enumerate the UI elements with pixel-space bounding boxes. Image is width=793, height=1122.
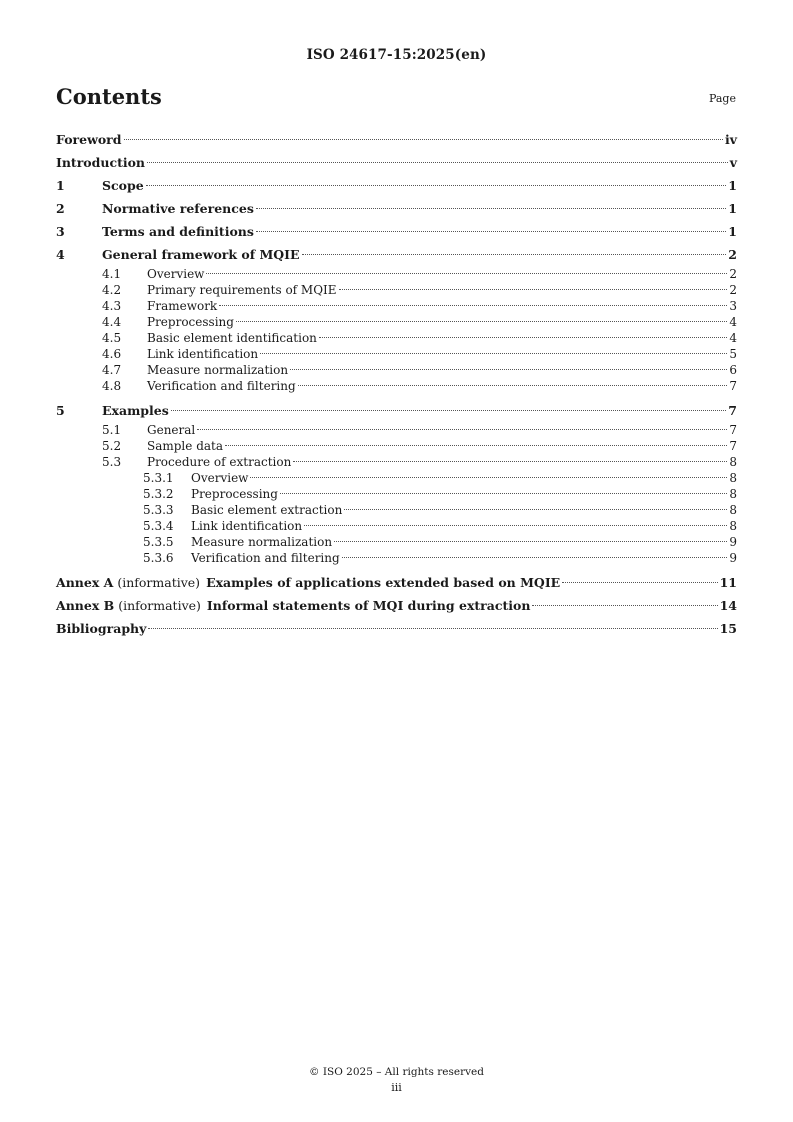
toc-entry-general-framework[interactable] <box>56 243 737 266</box>
toc-entry-page: 8 <box>729 455 737 469</box>
toc-entry-introduction[interactable] <box>56 151 737 174</box>
toc-entry-page: 3 <box>729 299 737 313</box>
dot-leader <box>319 337 727 338</box>
toc-entry-number: 4.6 <box>102 347 122 361</box>
toc-entry-number: 4.7 <box>102 363 122 377</box>
dot-leader <box>290 369 727 370</box>
table-of-contents <box>56 128 737 640</box>
toc-entry-title[interactable]: Link identification <box>191 519 303 533</box>
toc-entry-4-2[interactable] <box>56 282 737 298</box>
toc-entry-5-3-1[interactable] <box>56 470 737 486</box>
annex-label: Annex A <box>56 575 114 590</box>
toc-entry-number: 5.3.2 <box>143 487 174 501</box>
toc-entry-5-3-6[interactable] <box>56 550 737 566</box>
page-number: iii <box>391 1081 402 1094</box>
dot-leader <box>256 231 726 232</box>
toc-entry-number: 3 <box>56 224 65 239</box>
toc-entry-title[interactable]: Preprocessing <box>191 487 278 501</box>
toc-entry-page: 11 <box>719 575 737 590</box>
dot-leader <box>342 557 728 558</box>
dot-leader <box>219 305 727 306</box>
toc-entry-number: 1 <box>56 178 65 193</box>
toc-entry-page: 1 <box>728 178 737 193</box>
toc-entry-page: 8 <box>729 487 737 501</box>
toc-entry-number: 4.3 <box>102 299 122 313</box>
dot-leader <box>260 353 727 354</box>
toc-entry-page: 6 <box>729 363 737 377</box>
toc-entry-4-6[interactable] <box>56 346 737 362</box>
page-footer <box>0 1066 793 1094</box>
dot-leader <box>225 445 727 446</box>
toc-entry-page: 1 <box>728 201 737 216</box>
dot-leader <box>302 254 727 255</box>
toc-entry-title[interactable]: Terms and definitions <box>102 224 254 239</box>
dot-leader <box>334 541 727 542</box>
annex-informative-note: (informative) <box>118 598 201 613</box>
dot-leader <box>339 289 728 290</box>
toc-entry-title[interactable]: Overview <box>147 267 205 281</box>
contents-title: Contents <box>56 84 162 109</box>
dot-leader <box>304 525 727 526</box>
toc-entry-number: 4.8 <box>102 379 122 393</box>
toc-entry-4-3[interactable] <box>56 298 737 314</box>
toc-entry-title[interactable]: Measure normalization <box>191 535 333 549</box>
toc-entry-title[interactable]: Overview <box>191 471 249 485</box>
toc-entry-number: 5.1 <box>102 423 122 437</box>
toc-entry-5-1[interactable] <box>56 422 737 438</box>
toc-entry-title[interactable]: Basic element extraction <box>191 503 343 517</box>
toc-entry-annex-b[interactable] <box>56 594 737 617</box>
toc-entry-number: 5.2 <box>102 439 122 453</box>
toc-entry-title[interactable]: Basic element identification <box>147 331 317 345</box>
toc-entry-title[interactable]: Measure normalization <box>147 363 289 377</box>
toc-entry-page: v <box>729 155 737 170</box>
toc-entry-number: 5.3 <box>102 455 122 469</box>
toc-entry-terms-and-definitions[interactable] <box>56 220 737 243</box>
toc-entry-page: 1 <box>728 224 737 239</box>
toc-entry-number: 5 <box>56 403 65 418</box>
toc-entry-title[interactable]: Bibliography <box>56 621 147 636</box>
dot-leader <box>256 208 726 209</box>
dot-leader <box>206 273 727 274</box>
toc-entry-4-5[interactable] <box>56 330 737 346</box>
toc-entry-number: 5.3.5 <box>143 535 174 549</box>
toc-entry-scope[interactable] <box>56 174 737 197</box>
page-column-label: Page <box>708 92 736 105</box>
toc-entry-title[interactable]: General <box>147 423 196 437</box>
dot-leader <box>147 162 728 163</box>
dot-leader <box>146 185 727 186</box>
dot-leader <box>532 605 717 606</box>
toc-entry-page: 7 <box>729 423 737 437</box>
toc-entry-number: 5.3.3 <box>143 503 174 517</box>
toc-entry-title[interactable]: Link identification <box>147 347 259 361</box>
toc-entry-foreword[interactable] <box>56 128 737 151</box>
annex-informative-note: (informative) <box>117 575 201 590</box>
toc-entry-annex-a[interactable] <box>56 571 737 594</box>
toc-entry-5-3-4[interactable] <box>56 518 737 534</box>
toc-entry-page: 4 <box>729 331 737 345</box>
dot-leader <box>293 461 727 462</box>
toc-entry-title[interactable]: Framework <box>147 299 218 313</box>
dot-leader <box>171 410 727 411</box>
toc-entry-title[interactable]: Examples <box>102 403 169 418</box>
toc-entry-title[interactable]: Verification and filtering <box>147 379 296 393</box>
toc-entry-5-3-2[interactable] <box>56 486 737 502</box>
document-header: ISO 24617-15:2025(en) <box>306 47 487 63</box>
toc-entry-4-4[interactable] <box>56 314 737 330</box>
toc-entry-title[interactable]: Procedure of extraction <box>147 455 292 469</box>
toc-entry-number: 5.3.1 <box>143 471 174 485</box>
toc-entry-number: 5.3.4 <box>143 519 174 533</box>
toc-entry-page: 8 <box>729 503 737 517</box>
toc-entry-page: 2 <box>729 283 737 297</box>
toc-entry-title[interactable]: Scope <box>102 178 144 193</box>
toc-entry-number: 4.2 <box>102 283 122 297</box>
annex-label: Annex B <box>56 598 115 613</box>
toc-entry-4-7[interactable] <box>56 362 737 378</box>
dot-leader <box>250 477 727 478</box>
toc-entry-page: 7 <box>728 403 737 418</box>
toc-entry-title[interactable]: Preprocessing <box>147 315 234 329</box>
toc-entry-title[interactable]: Sample data <box>147 439 224 453</box>
toc-entry-number: 5.3.6 <box>143 551 174 565</box>
toc-entry-page: 2 <box>728 247 737 262</box>
toc-entry-page: 8 <box>729 519 737 533</box>
toc-entry-title[interactable]: Introduction <box>56 155 146 170</box>
toc-entry-title[interactable]: Foreword <box>56 132 122 147</box>
toc-entry-examples[interactable] <box>56 399 737 422</box>
toc-entry-title[interactable]: Normative references <box>102 201 254 216</box>
copyright-notice: © ISO 2025 – All rights reserved <box>309 1066 484 1078</box>
toc-entry-4-8[interactable] <box>56 378 737 394</box>
toc-entry-number: 2 <box>56 201 65 216</box>
toc-entry-page: 4 <box>729 315 737 329</box>
toc-entry-page: iv <box>724 132 737 147</box>
dot-leader <box>236 321 727 322</box>
toc-entry-5-3-3[interactable] <box>56 502 737 518</box>
toc-entry-bibliography[interactable] <box>56 617 737 640</box>
toc-entry-page: 8 <box>729 471 737 485</box>
toc-entry-title[interactable]: Examples of applications extended based on MQIE <box>206 575 561 590</box>
toc-entry-page: 7 <box>729 379 737 393</box>
toc-entry-page: 7 <box>729 439 737 453</box>
toc-entry-page: 9 <box>729 535 737 549</box>
toc-entry-number: 4.4 <box>102 315 122 329</box>
dot-leader <box>197 429 727 430</box>
toc-entry-5-3-5[interactable] <box>56 534 737 550</box>
toc-entry-title[interactable]: Primary requirements of MQIE <box>147 283 337 297</box>
toc-entry-number: 4.5 <box>102 331 122 345</box>
toc-entry-number: 4.1 <box>102 267 122 281</box>
toc-entry-normative-references[interactable] <box>56 197 737 220</box>
toc-entry-page: 9 <box>729 551 737 565</box>
toc-entry-title[interactable]: Verification and filtering <box>191 551 340 565</box>
toc-entry-title[interactable]: General framework of MQIE <box>102 247 300 262</box>
toc-entry-5-2[interactable] <box>56 438 737 454</box>
toc-entry-4-1[interactable] <box>56 266 737 282</box>
toc-entry-title[interactable]: Informal statements of MQI during extraction <box>206 598 531 613</box>
dot-leader <box>562 582 717 583</box>
dot-leader <box>280 493 727 494</box>
dot-leader <box>298 385 728 386</box>
toc-entry-page: 14 <box>719 598 737 613</box>
toc-entry-number: 4 <box>56 247 65 262</box>
toc-entry-page: 15 <box>719 621 737 636</box>
toc-entry-page: 2 <box>729 267 737 281</box>
dot-leader <box>344 509 727 510</box>
dot-leader <box>148 628 717 629</box>
toc-entry-page: 5 <box>729 347 737 361</box>
dot-leader <box>124 139 723 140</box>
toc-entry-5-3[interactable] <box>56 454 737 470</box>
